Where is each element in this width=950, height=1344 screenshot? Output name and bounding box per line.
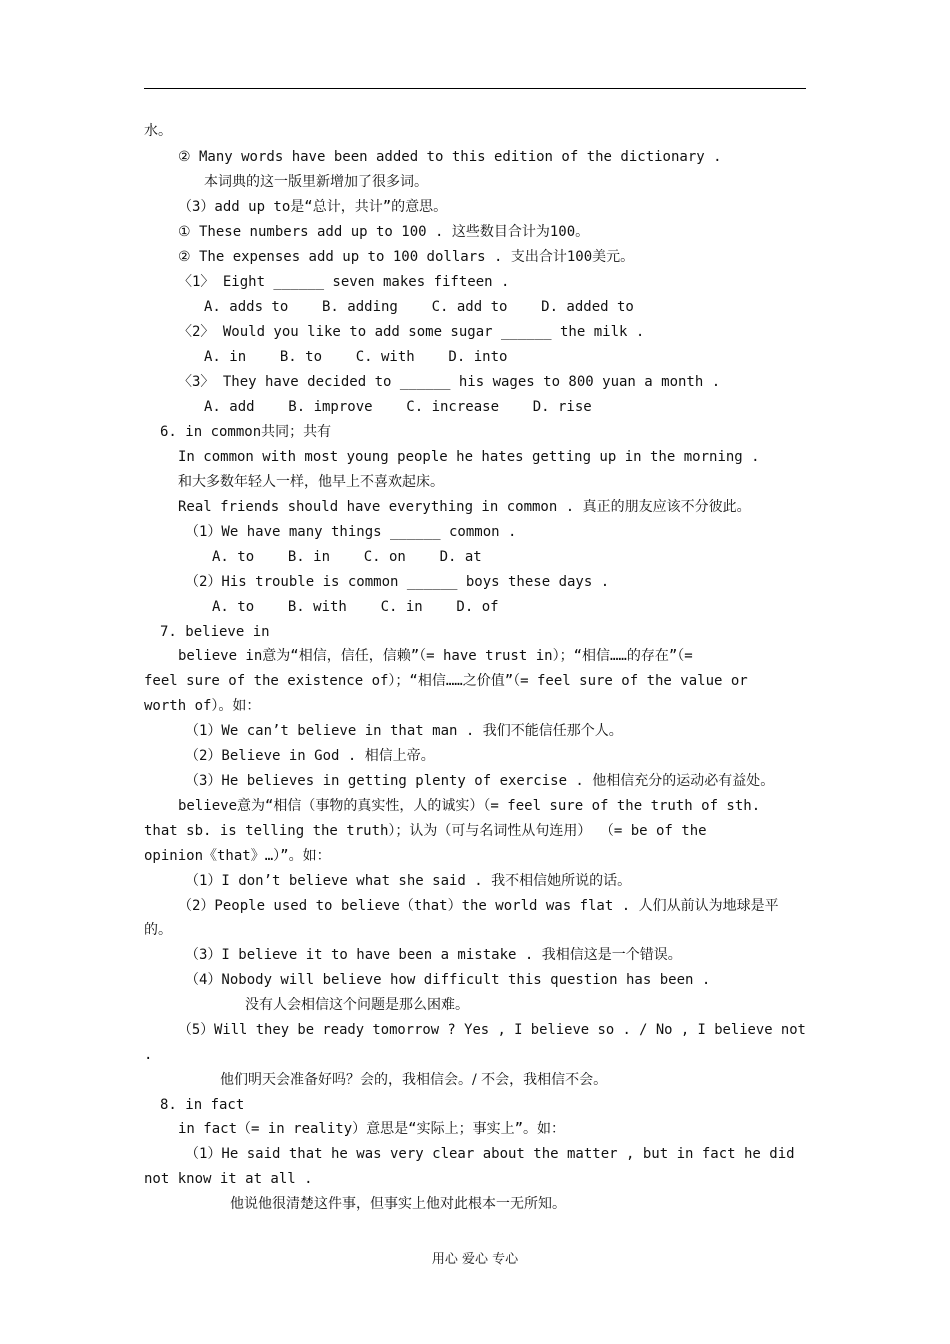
question-line: 〈2〉 Would you like to add some sugar ______ the milk .: [178, 324, 645, 340]
example-line: （2）People used to believe（that）the world was flat . 人们从前认为地球是平: [178, 898, 779, 914]
text-line: believe意为“相信（事物的真实性，人的诚实）（= feel sure of the truth of sth.: [178, 798, 761, 814]
text-line: believe in意为“相信，信任，信赖”（= have trust in）；“相信……的存在”（=: [178, 648, 693, 664]
text-line: 本词典的这一版里新增加了很多词。: [204, 174, 428, 190]
answer-options: A. to B. in C. on D. at: [212, 549, 482, 565]
example-line: （2）Believe in God . 相信上帝。: [185, 748, 435, 764]
answer-options: A. add B. improve C. increase D. rise: [204, 399, 592, 415]
translation-line: 他们明天会准备好吗？会的，我相信会。/ 不会，我相信不会。: [220, 1072, 608, 1088]
question-line: 〈3〉 They have decided to ______ his wages to 800 yuan a month .: [178, 374, 721, 390]
section-heading: 7. believe in: [160, 624, 270, 640]
text-line: not know it at all .: [144, 1171, 313, 1187]
text-line: 和大多数年轻人一样，他早上不喜欢起床。: [178, 474, 444, 490]
section-heading: 8. in fact: [160, 1097, 245, 1113]
question-line: （1）We have many things ______ common .: [185, 524, 517, 540]
example-line: （3）I believe it to have been a mistake . 我相信这是一个错误。: [185, 947, 682, 963]
question-line: （2）His trouble is common ______ boys these days .: [185, 574, 610, 590]
header-rule: [144, 88, 806, 89]
example-line: （1）We can’t believe in that man . 我们不能信任那个人。: [185, 723, 623, 739]
translation-line: 没有人会相信这个问题是那么困难。: [245, 997, 469, 1013]
text-line: in fact（= in reality）意思是“实际上；事实上”。如：: [178, 1121, 566, 1137]
text-line: opinion《that》…）”。如：: [144, 848, 331, 864]
example-line: （1）I don’t believe what she said . 我不相信她所说的话。: [185, 873, 632, 889]
text-line: that sb. is telling the truth）；认为（可与名词性从句连用） （= be of the: [144, 823, 707, 839]
section-heading: 6. in common共同；共有: [160, 424, 332, 440]
text-line: 的。: [144, 922, 172, 938]
text-line: ① These numbers add up to 100 . 这些数目合计为100。: [178, 224, 590, 240]
answer-options: A. in B. to C. with D. into: [204, 349, 508, 365]
text-line: feel sure of the existence of）；“相信……之价值”（= feel sure of the value or: [144, 673, 748, 689]
text-line: ② Many words have been added to this edition of the dictionary .: [178, 149, 722, 165]
text-line: worth of）。如：: [144, 698, 261, 714]
text-line: .: [144, 1047, 153, 1063]
text-line: 水。: [144, 123, 172, 139]
text-line: （3）add up to是“总计，共计”的意思。: [178, 199, 448, 215]
example-line: （3）He believes in getting plenty of exercise . 他相信充分的运动必有益处。: [185, 773, 775, 789]
example-line: （5）Will they be ready tomorrow ? Yes , I believe so . / No , I believe not: [178, 1022, 806, 1038]
page-footer: 用心 爱心 专心: [431, 1252, 519, 1267]
translation-line: 他说他很清楚这件事，但事实上他对此根本一无所知。: [230, 1196, 566, 1212]
text-line: Real friends should have everything in common . 真正的朋友应该不分彼此。: [178, 499, 751, 515]
example-line: （4）Nobody will believe how difficult this question has been .: [185, 972, 711, 988]
answer-options: A. adds to B. adding C. add to D. added to: [204, 299, 634, 315]
text-line: ② The expenses add up to 100 dollars . 支出合计100美元。: [178, 249, 635, 265]
answer-options: A. to B. with C. in D. of: [212, 599, 499, 615]
text-line: In common with most young people he hates getting up in the morning .: [178, 449, 760, 465]
example-line: （1）He said that he was very clear about the matter , but in fact he did: [185, 1146, 795, 1162]
question-line: 〈1〉 Eight ______ seven makes fifteen .: [178, 274, 510, 290]
